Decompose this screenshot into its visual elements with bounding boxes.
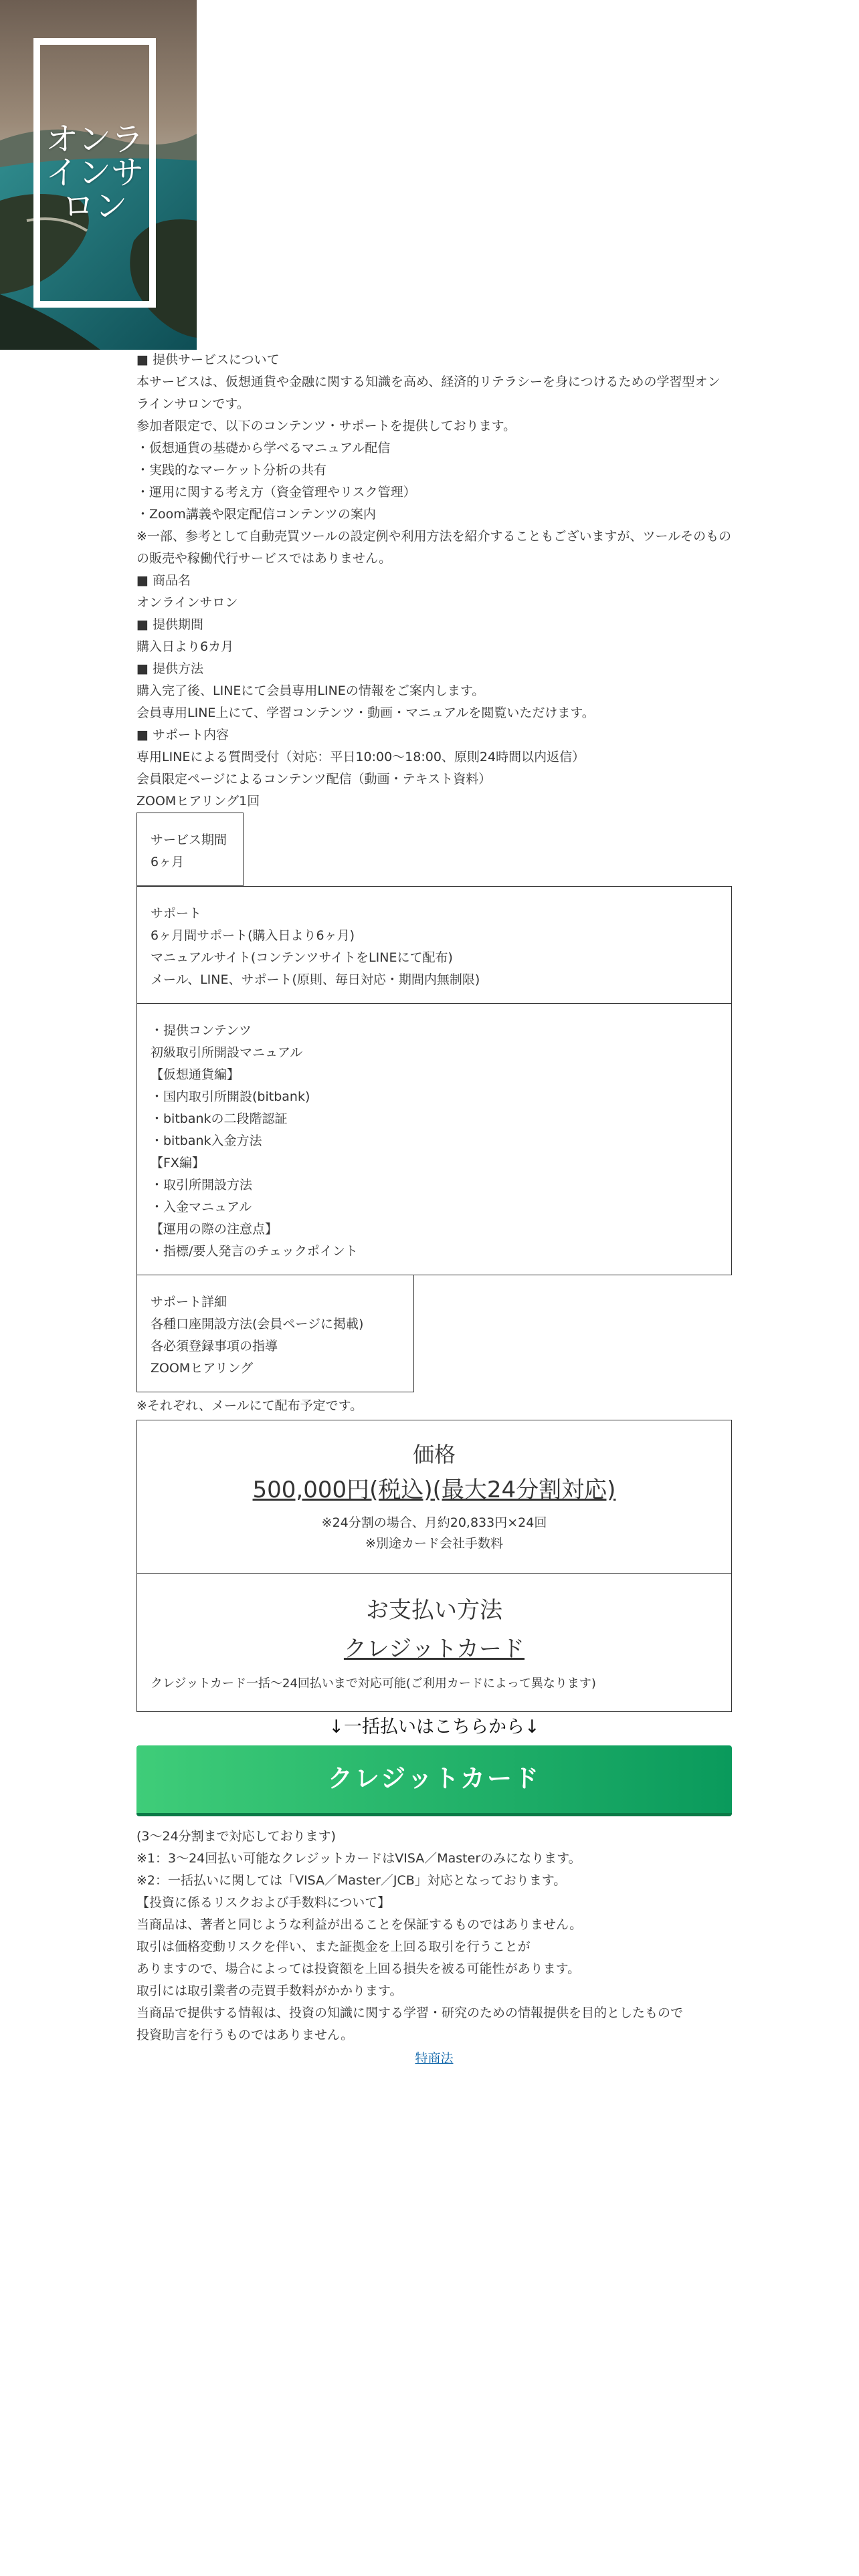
section-heading-service: ■ 提供サービスについて (136, 352, 280, 367)
box-line: マニュアルサイト(コンテンツサイトをLINEにて配布) (151, 950, 453, 965)
product-name: オンラインサロン (136, 595, 238, 610)
disclaimer-line: ※2：一括払いに関しては「VISA／Master／JCB」対応となっております。 (136, 1873, 567, 1888)
intro-section (136, 349, 732, 813)
box-heading: サポート (151, 906, 202, 921)
box-line: ・bitbankの二段階認証 (151, 1111, 288, 1126)
payment-method: クレジットカード (343, 1636, 525, 1662)
period-text: 購入日より6カ月 (136, 639, 234, 654)
hero-title: オンラインサロン (45, 120, 144, 225)
box-heading: ・提供コンテンツ (151, 1023, 252, 1038)
box-line: 6ヶ月 (151, 855, 185, 869)
disclaimer-line: 当商品で提供する情報は、投資の知識に関する学習・研究のための情報提供を目的としたもので (136, 2006, 684, 2020)
disclaimer-line: (3〜24分割まで対応しております) (136, 1829, 337, 1844)
box-line: ・指標/要人発言のチェックポイント (151, 1244, 358, 1259)
section-heading-product: ■ 商品名 (136, 573, 191, 588)
section-heading-support: ■ サポート内容 (136, 728, 229, 742)
hero-image (0, 0, 197, 350)
box-line: ・国内取引所開設(bitbank) (151, 1089, 310, 1104)
main-content (136, 349, 732, 2070)
box-line: 【運用の際の注意点】 (151, 1222, 278, 1237)
support-text: ZOOMヒアリング1回 (136, 794, 260, 809)
box-line: ・取引所開設方法 (151, 1178, 253, 1192)
price-note: ※別途カード会社手数料 (365, 1536, 503, 1551)
disclaimer-line: ※1：3〜24回払い可能なクレジットカードはVISA／Masterのみになります。 (136, 1851, 581, 1866)
list-item: ・実践的なマーケット分析の共有 (136, 463, 327, 477)
disclaimer-section (136, 1826, 732, 2046)
box-line: 各必須登録事項の指導 (151, 1339, 278, 1354)
service-note: ※一部、参考として自動売買ツールの設定例や利用方法を紹介することもございますが、ツールそのものの販売や稼働代行サービスではありません。 (136, 529, 732, 566)
distribution-note: ※それぞれ、メールにて配布予定です。 (136, 1398, 363, 1413)
support-box (136, 886, 732, 1004)
box-heading: サービス期間 (151, 833, 227, 847)
support-detail-box (136, 1275, 414, 1392)
lump-sum-label: ↓一括払いはこちらから↓ (328, 1717, 540, 1737)
payment-box (136, 1574, 732, 1712)
commercial-law-link[interactable]: 特商法 (415, 2051, 454, 2066)
list-item: ・仮想通貨の基礎から学べるマニュアル配信 (136, 441, 391, 455)
disclaimer-line: 取引には取引業者の売買手数料がかかります。 (136, 1983, 403, 1998)
payment-note: クレジットカード一括〜24回払いまで対応可能(ご利用カードによって異なります) (151, 1677, 596, 1691)
section-heading-method: ■ 提供方法 (136, 661, 203, 676)
method-text: 会員専用LINE上にて、学習コンテンツ・動画・マニュアルを閲覧いただけます。 (136, 706, 595, 720)
payment-heading: お支払い方法 (366, 1597, 502, 1624)
box-line: ・入金マニュアル (151, 1200, 252, 1214)
law-link-wrapper (136, 2048, 732, 2070)
price-value: 500,000円(税込)(最大24分割対応) (252, 1477, 616, 1503)
box-line: ・bitbank入金方法 (151, 1134, 262, 1148)
disclaimer-line: ありますので、場合によっては投資額を上回る損失を被る可能性があります。 (136, 1961, 581, 1976)
contents-box (136, 1004, 732, 1275)
box-line: 各種口座開設方法(会員ページに掲載) (151, 1317, 364, 1331)
box-line: 初級取引所開設マニュアル (151, 1045, 303, 1060)
disclaimer-heading: 【投資に係るリスクおよび手数料について】 (136, 1895, 391, 1910)
list-item: ・Zoom講義や限定配信コンテンツの案内 (136, 507, 376, 522)
support-text: 会員限定ページによるコンテンツ配信（動画・テキスト資料） (136, 772, 492, 786)
box-line: メール、LINE、サポート(原則、毎日対応・期間内無制限) (151, 972, 480, 987)
box-line: 【FX編】 (151, 1156, 205, 1170)
service-description: 本サービスは、仮想通貨や金融に関する知識を高め、経済的リテラシーを身につけるための学習型オンラインサロンです。 (136, 374, 721, 411)
disclaimer-line: 投資助言を行うものではありません。 (136, 2028, 354, 2042)
price-note: ※24分割の場合、月約20,833円×24回 (321, 1515, 547, 1530)
support-text: 専用LINEによる質問受付（対応：平日10:00〜18:00、原則24時間以内返信） (136, 750, 585, 764)
service-period-box (136, 813, 244, 886)
price-box (136, 1420, 732, 1574)
box-heading: サポート詳細 (151, 1295, 227, 1309)
disclaimer-line: 当商品は、著者と同じような利益が出ることを保証するものではありません。 (136, 1917, 583, 1932)
section-heading-period: ■ 提供期間 (136, 617, 203, 632)
hero-frame (33, 38, 156, 308)
box-line: ZOOMヒアリング (151, 1361, 254, 1376)
credit-card-button[interactable]: クレジットカード (136, 1745, 732, 1816)
list-item: ・運用に関する考え方（資金管理やリスク管理） (136, 485, 416, 500)
service-lead: 参加者限定で、以下のコンテンツ・サポートを提供しております。 (136, 419, 516, 433)
box-line: 【仮想通貨編】 (151, 1067, 240, 1082)
disclaimer-line: 取引は価格変動リスクを伴い、また証拠金を上回る取引を行うことが (136, 1939, 531, 1954)
box-line: 6ヶ月間サポート(購入日より6ヶ月) (151, 928, 355, 943)
price-heading: 価格 (412, 1442, 456, 1467)
method-text: 購入完了後、LINEにて会員専用LINEの情報をご案内します。 (136, 683, 485, 698)
